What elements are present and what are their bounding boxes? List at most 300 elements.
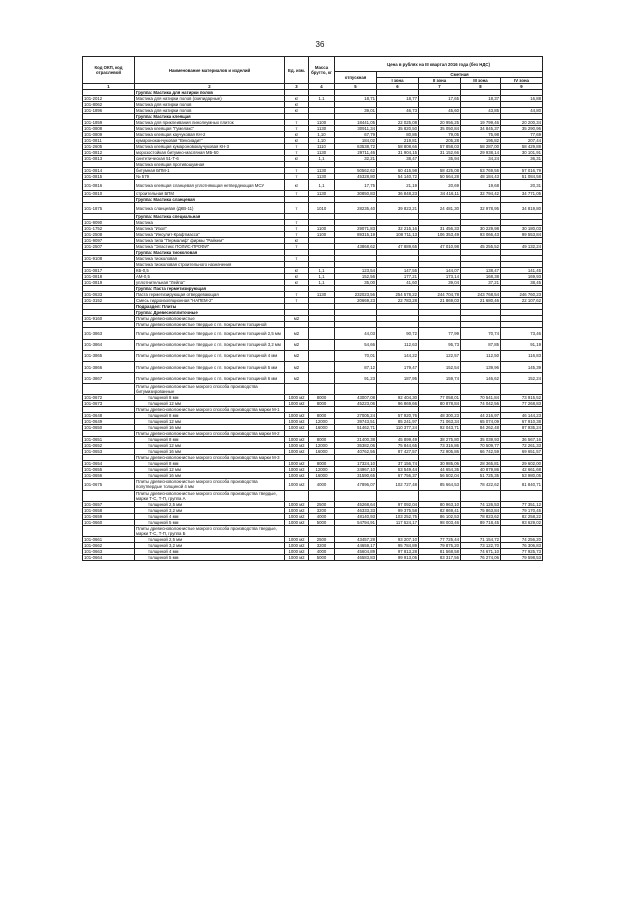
price-zone-4: 145,39	[501, 361, 543, 372]
price-zone-1: 97 092,04	[377, 501, 419, 507]
price-release: 89315,19	[335, 232, 377, 238]
header-release: отпускная	[335, 72, 377, 84]
price-zone-3: 28 365,81	[461, 461, 501, 467]
item-code: 101-0810	[83, 191, 135, 197]
price-zone-1: 177,21	[377, 274, 419, 280]
price-release: 87,12	[335, 361, 377, 372]
price-zone-4: 77 925,73	[501, 548, 543, 554]
item-unit: т	[285, 226, 309, 232]
header-mass: Масса брутто, кг	[309, 57, 335, 84]
group-name: Плиты древесноволокнистые мокрого способа производства твердые, марки Т-С, Т-П, группа Б	[135, 525, 285, 536]
price-zone-4: 91,19	[501, 339, 543, 350]
price-release: 46583,83	[335, 554, 377, 560]
price-zone-4: 57 016,79	[501, 168, 543, 174]
item-code: 101-2508	[83, 232, 135, 238]
price-zone-1: 57 920,76	[377, 413, 419, 419]
item-code: 101-9160	[83, 316, 135, 322]
price-zone-2: 81 568,58	[419, 548, 461, 554]
item-mass: 1,1	[309, 180, 335, 191]
price-release: 45223,06	[335, 401, 377, 407]
price-zone-3: 65 074,09	[461, 419, 501, 425]
price-zone-4: 67 910,38	[501, 419, 543, 425]
group-name: Мастика клеящая противошумная	[135, 162, 285, 168]
price-zone-3: 51 725,35	[461, 473, 501, 479]
item-code: 101-0661	[83, 536, 135, 542]
price-zone-3: 19 799,46	[461, 120, 501, 126]
item-unit: 1000 м2	[285, 425, 309, 431]
item-unit: 1000 м2	[285, 419, 309, 425]
table-row	[83, 554, 543, 560]
item-name-text: уплотнительная "Лейпа"	[136, 280, 185, 286]
price-zone-2: 144,07	[419, 268, 461, 274]
item-unit: 1000 м2	[285, 395, 309, 401]
group-name: Группа: Мастика клеящая	[135, 114, 285, 120]
item-unit: кг	[285, 108, 309, 114]
item-unit: 1000 м2	[285, 449, 309, 455]
item-code: 101-3864	[83, 339, 135, 350]
item-code: 101-1859	[83, 120, 135, 126]
price-zone-4: 53 980,05	[501, 473, 543, 479]
price-zone-1: 45 899,49	[377, 437, 419, 443]
price-zone-1: 144,22	[377, 350, 419, 361]
item-name-text: толщиной 4 мм	[148, 548, 179, 554]
price-zone-2: 31 152,66	[419, 150, 461, 156]
price-zone-1: 92 404,30	[377, 395, 419, 401]
item-unit: т	[285, 144, 309, 150]
group-name: Группа: Древесноплиточные	[135, 310, 285, 316]
item-mass: 2500	[309, 536, 335, 542]
price-zone-3: 78 422,62	[461, 479, 501, 490]
price-zone-1: 112,63	[377, 339, 419, 350]
price-zone-3: 40 879,86	[461, 467, 501, 473]
price-zone-4: 30 101,91	[501, 150, 543, 156]
item-code: 101-9108	[83, 256, 135, 262]
item-name-text: толщиной 4 мм	[148, 513, 179, 519]
price-zone-1: 99 375,58	[377, 507, 419, 513]
item-unit: т	[285, 191, 309, 197]
price-release: 91,23	[335, 373, 377, 384]
item-unit: м2	[285, 373, 309, 384]
price-zone-2: 24 481,30	[419, 203, 461, 214]
price-zone-3: 75,98	[461, 132, 501, 138]
price-zone-1: 90,72	[377, 328, 419, 339]
item-code: 101-3863	[83, 328, 135, 339]
item-unit: кг	[285, 238, 309, 244]
item-code: 101-0652	[83, 443, 135, 449]
price-zone-3: 29 938,14	[461, 150, 501, 156]
item-code: 101-0656	[83, 473, 135, 479]
item-unit: 1000 м2	[285, 542, 309, 548]
price-zone-3: 146,62	[461, 373, 501, 384]
item-mass: 1,1	[309, 274, 335, 280]
price-zone-2: 86 102,53	[419, 513, 461, 519]
item-name-text: толщиной 12 мм	[148, 419, 181, 425]
price-zone-2: 106 353,49	[419, 232, 461, 238]
price-zone-4: 51 084,58	[501, 174, 543, 180]
price-zone-1: 22 783,28	[377, 298, 419, 304]
price-release: 18441,05	[335, 120, 377, 126]
price-zone-2: 35 050,84	[419, 126, 461, 132]
price-release: 67,79	[335, 132, 377, 138]
colnum: 4	[309, 84, 335, 90]
item-mass: 12000	[309, 419, 335, 425]
price-zone-1: 36 848,23	[377, 191, 419, 197]
group-name: Группа: Мастика специальная	[135, 214, 285, 220]
item-code: 101-3865	[83, 350, 135, 361]
item-name	[135, 350, 285, 361]
colnum: 9	[501, 84, 543, 90]
item-mass: 1130	[309, 174, 335, 180]
header-zone-3: III зона	[461, 78, 501, 84]
item-unit: т	[285, 220, 309, 226]
price-zone-3: 74 671,10	[461, 548, 501, 554]
price-zone-3: 35 039,93	[461, 437, 501, 443]
price-release: 54794,91	[335, 519, 377, 525]
empty-cell	[461, 384, 501, 395]
item-mass: 1100	[309, 226, 335, 232]
item-unit: т	[285, 168, 309, 174]
price-zone-4: 141,45	[501, 268, 543, 274]
item-unit: 1000 м2	[285, 507, 309, 513]
price-zone-2: 244 704,78	[419, 292, 461, 298]
item-mass: 5000	[309, 519, 335, 525]
item-mass	[309, 328, 335, 339]
price-zone-3: 74 126,53	[461, 501, 501, 507]
price-zone-4: 58 429,88	[501, 144, 543, 150]
header-zone-2: II зона	[419, 78, 461, 84]
price-release: 43868,62	[335, 244, 377, 250]
item-name-text: толщиной 5 мм	[148, 519, 179, 525]
price-zone-2: 71 063,34	[419, 419, 461, 425]
price-zone-1: 108 711,13	[377, 232, 419, 238]
price-release: 20669,23	[335, 298, 377, 304]
price-zone-3: 53 769,56	[461, 168, 501, 174]
item-mass: 1130	[309, 168, 335, 174]
item-name-text: Мастика клеящая каучуковая КН-2	[136, 132, 206, 137]
empty-cell	[335, 490, 377, 501]
item-code: 101-0653	[83, 449, 135, 455]
group-name: Мастика тиоколовая строительного назначения	[135, 262, 285, 268]
price-zone-4: 77 268,83	[501, 401, 543, 407]
item-mass: 1100	[309, 232, 335, 238]
price-zone-4: 93 629,02	[501, 519, 543, 525]
price-zone-3: 34,24	[461, 156, 501, 162]
price-zone-2: 159,74	[419, 373, 461, 384]
price-release: 46333,33	[335, 507, 377, 513]
colnum: 2	[135, 84, 285, 90]
empty-cell	[309, 490, 335, 501]
item-unit: 1000 м2	[285, 461, 309, 467]
price-release: 39743,51	[335, 419, 377, 425]
item-unit: м2	[285, 316, 309, 322]
item-unit: 1000 м2	[285, 554, 309, 560]
price-release: 17,75	[335, 180, 377, 191]
price-zone-4: 34 819,80	[501, 203, 543, 214]
item-unit: кг	[285, 280, 309, 286]
price-zone-4: 34 771,05	[501, 191, 543, 197]
price-release: 28235,40	[335, 203, 377, 214]
item-name-text: толщиной 8 мм	[148, 413, 179, 419]
subgroup-row	[83, 525, 543, 536]
price-zone-2: 205,28	[419, 138, 461, 144]
subgroup-row	[83, 490, 543, 501]
item-mass: 1130	[309, 191, 335, 197]
item-code: 101-0655	[83, 467, 135, 473]
price-release: 27005,24	[335, 413, 377, 419]
item-code: 101-0649	[83, 419, 135, 425]
item-code: 101-0816	[83, 180, 135, 191]
table-row	[83, 350, 543, 361]
price-zone-3: 43,85	[461, 108, 501, 114]
price-zone-4: 69 651,57	[501, 449, 543, 455]
price-zone-1: 179,47	[377, 361, 419, 372]
price-zone-1: 46,73	[377, 108, 419, 114]
item-code: 101-1752	[83, 226, 135, 232]
price-zone-4: 87 935,24	[501, 425, 543, 431]
item-unit: т	[285, 120, 309, 126]
item-name-text: Плиты древесноволокнистые мокрого способа производства полутвердые толщиной 4 мм	[136, 479, 258, 490]
item-mass: 2500	[309, 501, 335, 507]
price-zone-3: 70 509,77	[461, 443, 501, 449]
price-zone-2: 92 043,71	[419, 425, 461, 431]
item-unit: 1000 м2	[285, 473, 309, 479]
price-release: 43007,08	[335, 395, 377, 401]
price-zone-2: 30 985,06	[419, 461, 461, 467]
price-zone-4: 30 180,03	[501, 226, 543, 232]
colnum: 8	[461, 84, 501, 90]
item-code: 101-0648	[83, 413, 135, 419]
price-release: 31590,65	[335, 473, 377, 479]
item-name-text: толщиной 16 мм	[148, 425, 181, 431]
item-unit: кг	[285, 268, 309, 274]
price-release: 30850,83	[335, 191, 377, 197]
price-zone-3: 71 154,72	[461, 536, 501, 542]
group-name: Плиты древесноволокнистые мокрого способа производства битумизированные	[135, 384, 285, 395]
item-name	[135, 328, 285, 339]
price-zone-2: 72 905,86	[419, 449, 461, 455]
subgroup-row	[83, 384, 543, 395]
item-unit: т	[285, 203, 309, 214]
item-mass: 8000	[309, 437, 335, 443]
price-zone-1: 58 808,66	[377, 144, 419, 150]
item-unit: т	[285, 150, 309, 156]
item-unit: 1000 м2	[285, 413, 309, 419]
price-zone-2: 77,99	[419, 328, 461, 339]
price-zone-4: 76 306,83	[501, 542, 543, 548]
price-zone-1: 18,77	[377, 96, 419, 102]
price-zone-3: 78 823,62	[461, 513, 501, 519]
price-release: 47896,07	[335, 479, 377, 490]
item-name-text: толщиной 2,5 мм	[148, 501, 183, 507]
price-zone-3: 73 122,70	[461, 542, 501, 548]
price-zone-4: 29 602,00	[501, 461, 543, 467]
price-zone-1: 80,86	[377, 132, 419, 138]
table-row	[83, 180, 543, 191]
item-mass: 4000	[309, 548, 335, 554]
price-zone-2: 79 875,20	[419, 542, 461, 548]
item-unit: 1000 м2	[285, 437, 309, 443]
item-code: 101-9090	[83, 220, 135, 226]
price-zone-4: 81 840,71	[501, 479, 543, 490]
price-zone-4: 16,88	[501, 96, 543, 102]
price-release: 44659,17	[335, 542, 377, 548]
item-name-text: Мастика типа "Пермалиф" фирмы "Райкем"	[136, 238, 224, 244]
group-name: Подраздел: Плиты	[135, 304, 285, 310]
price-release: 48140,93	[335, 513, 377, 519]
price-release: 44,03	[335, 328, 377, 339]
item-name-text: Мастика "Инсулит-Крафтмасса"	[136, 232, 200, 238]
header-price-title: Цена в рублях на III квартал 2016 года (без НДС)	[335, 57, 543, 72]
price-zone-3: 32 978,95	[461, 203, 501, 214]
item-code: 101-0633	[83, 292, 135, 298]
price-zone-2: 38 275,80	[419, 437, 461, 443]
price-zone-4: 72 261,33	[501, 443, 543, 449]
price-zone-3: 70,74	[461, 328, 501, 339]
price-release: 45604,89	[335, 548, 377, 554]
item-unit: т	[285, 126, 309, 132]
item-mass	[309, 373, 335, 384]
group-name: Группа: Мастика для натирки полов	[135, 90, 285, 96]
header-zone-4: IV зона	[501, 78, 543, 84]
price-zone-2: 82 869,41	[419, 507, 461, 513]
price-zone-2: 80 878,84	[419, 401, 461, 407]
item-code: 101-0813	[83, 156, 135, 162]
price-release: 21400,38	[335, 437, 377, 443]
item-mass: 1,1	[309, 156, 335, 162]
item-name	[135, 554, 285, 560]
price-zone-2: 20,69	[419, 180, 461, 191]
item-name	[135, 203, 285, 214]
price-release: 152,56	[335, 274, 377, 280]
price-zone-2: 122,57	[419, 350, 461, 361]
price-zone-3: 70 541,84	[461, 395, 501, 401]
item-name	[135, 339, 285, 350]
item-mass: 16000	[309, 449, 335, 455]
price-release: 184,02	[335, 138, 377, 144]
item-name-text: толщиной 16 мм	[148, 473, 181, 479]
price-zone-2: 73 316,86	[419, 443, 461, 449]
item-unit: кг	[285, 102, 309, 108]
item-code: 101-9097	[83, 238, 135, 244]
item-name-text: Паста герметизирующая отвердевающая	[136, 292, 219, 298]
empty-cell	[335, 384, 377, 395]
item-code: 101-0808	[83, 126, 135, 132]
group-name: Группа: Мастика сланцевая	[135, 197, 285, 203]
item-name-text: Мастика сланцевая (ДКВ-11)	[136, 205, 194, 211]
empty-cell	[501, 490, 543, 501]
price-release: 232023,56	[335, 292, 377, 298]
price-zone-3: 37,21	[461, 280, 501, 286]
price-release: 32,21	[335, 156, 377, 162]
item-name-text: Мастика клеящая сланцевая уплотняющая нетвердеющая МСУ	[136, 182, 265, 188]
price-zone-1: 21,19	[377, 180, 419, 191]
price-zone-1: 75 844,65	[377, 443, 419, 449]
item-code: 101-0673	[83, 401, 135, 407]
item-mass	[309, 339, 335, 350]
item-code: 101-3866	[83, 361, 135, 372]
price-release: 17324,10	[335, 461, 377, 467]
item-unit: кг	[285, 156, 309, 162]
item-mass: 12000	[309, 467, 335, 473]
price-zone-1: 32 215,16	[377, 226, 419, 232]
price-zone-4: 22 107,62	[501, 298, 543, 304]
group-name: Группа: Паста герметизирующая	[135, 286, 285, 292]
header-estimate: Сметная	[377, 72, 543, 78]
price-zone-1: 110 377,24	[377, 425, 419, 431]
item-name-text: № 579	[136, 174, 149, 179]
item-name-text: АМ-0,5	[136, 274, 150, 280]
price-zone-3: 18,37	[461, 96, 501, 102]
item-name-text: Мастика для натирки полов	[136, 108, 192, 113]
item-code: 101-0812	[83, 150, 135, 156]
empty-cell	[419, 490, 461, 501]
item-name-text: битумная БПМ-1	[136, 168, 170, 173]
colnum: 5	[335, 84, 377, 90]
header-name: Наименование материалов и изделий	[135, 57, 285, 84]
price-zone-1: 96 869,66	[377, 401, 419, 407]
price-zone-1: 41,60	[377, 280, 419, 286]
price-zone-2: 31 456,33	[419, 226, 461, 232]
price-zone-4: 20 200,34	[501, 120, 543, 126]
price-zone-4: 79 598,53	[501, 554, 543, 560]
item-name-text: толщиной 12 мм	[148, 401, 181, 407]
price-zone-3: 45 255,52	[461, 244, 501, 250]
price-zone-2: 98 003,46	[419, 519, 461, 525]
price-zone-3: 66 742,59	[461, 449, 501, 455]
price-zone-1: 38,47	[377, 156, 419, 162]
item-mass: 16000	[309, 425, 335, 431]
item-code: 101-0662	[83, 542, 135, 548]
price-zone-3: 138,47	[461, 268, 501, 274]
table-row	[83, 373, 543, 384]
item-mass: 8000	[309, 461, 335, 467]
price-zone-2: 48 300,23	[419, 413, 461, 419]
price-zone-2: 21 869,03	[419, 298, 461, 304]
price-zone-3: 139,96	[461, 361, 501, 372]
price-zone-2: 56 502,04	[419, 473, 461, 479]
item-mass: 1100	[309, 120, 335, 126]
group-name: Плиты древесноволокнистые мокрого способа производства марки М-1	[135, 407, 285, 413]
empty-cell	[335, 525, 377, 536]
price-zone-2: 77 725,44	[419, 536, 461, 542]
item-name-text: морозостойкая битумно-масляная МБ-50	[136, 150, 219, 155]
price-zone-1: 99 913,05	[377, 554, 419, 560]
item-code: 101-0818	[83, 274, 135, 280]
group-name: Плиты древесноволокнистые мокрого способа производства марки М-2	[135, 431, 285, 437]
price-zone-3: 74 042,56	[461, 401, 501, 407]
item-code: 101-0809	[83, 132, 135, 138]
price-zone-1: 87 427,57	[377, 449, 419, 455]
price-zone-4: 152,24	[501, 373, 543, 384]
item-code: 101-0663	[83, 548, 135, 554]
price-release: 35,00	[335, 280, 377, 286]
item-name-text: толщиной 8 мм	[148, 395, 179, 401]
item-name-text: Мастика тиоколовая	[136, 256, 177, 262]
price-zone-1: 254 578,22	[377, 292, 419, 298]
item-name-text: строительная БПМ	[136, 191, 174, 197]
price-zone-1: 102 727,48	[377, 479, 419, 490]
item-code: 101-0664	[83, 554, 135, 560]
price-zone-4: 207,44	[501, 138, 543, 144]
item-name-text: Мастика "Изол"	[136, 226, 167, 232]
empty-cell	[285, 525, 309, 536]
empty-cell	[285, 490, 309, 501]
item-name	[135, 479, 285, 490]
price-release: 29071,83	[335, 226, 377, 232]
item-unit: 1000 м2	[285, 443, 309, 449]
empty-cell	[419, 384, 461, 395]
code-cell	[83, 490, 135, 501]
